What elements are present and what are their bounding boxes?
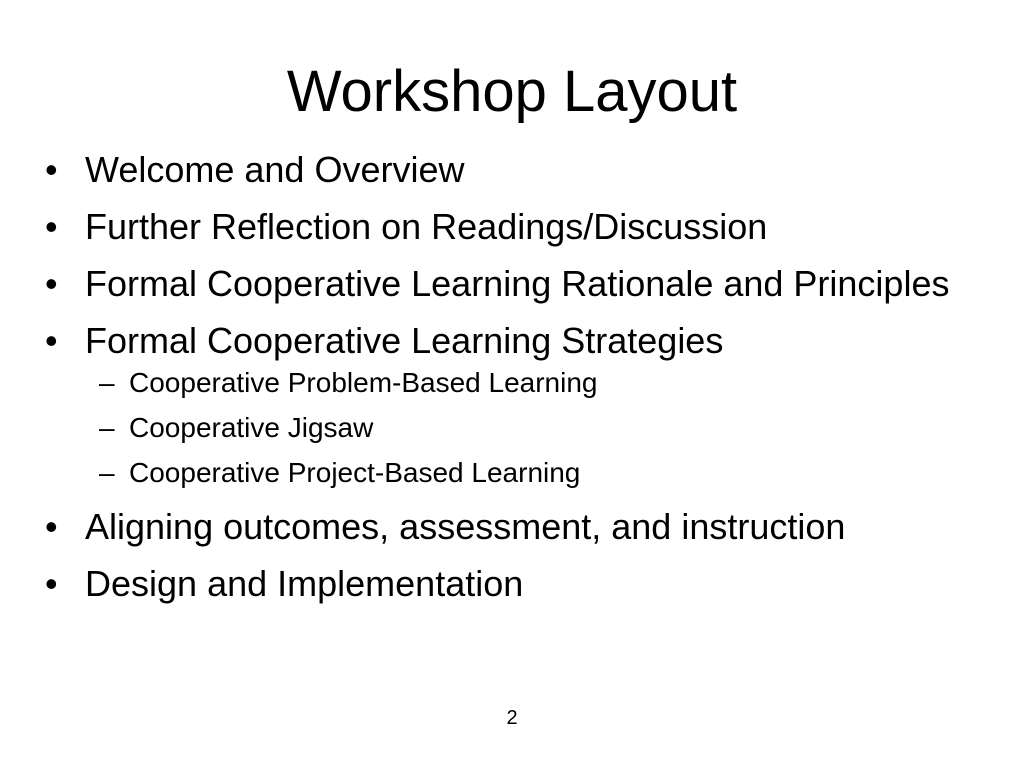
bullet-text: Formal Cooperative Learning Rationale and Principles: [85, 263, 950, 304]
sub-bullet-marker: –: [99, 457, 115, 488]
bullet-item: [45, 564, 985, 604]
bullet-marker: •: [45, 320, 58, 361]
bullet-marker: •: [45, 263, 58, 304]
bullet-text: Further Reflection on Readings/Discussion: [85, 206, 768, 247]
sub-bullet-text: Cooperative Problem-Based Learning: [129, 367, 598, 398]
bullet-text: Aligning outcomes, assessment, and instruction: [85, 506, 846, 547]
bullet-text: Welcome and Overview: [85, 149, 465, 190]
bullet-item: [45, 507, 985, 547]
bullet-item: [45, 321, 985, 490]
sub-bullet-text: Cooperative Jigsaw: [129, 412, 374, 443]
bullet-item: [45, 264, 985, 304]
sub-bullet-item: [85, 456, 985, 490]
bullet-marker: •: [45, 563, 58, 604]
bullet-text: Design and Implementation: [85, 563, 524, 604]
page-number: 2: [506, 707, 518, 729]
sub-bullet-item: [85, 411, 985, 445]
bullet-item: [45, 207, 985, 247]
sub-bullet-marker: –: [99, 412, 115, 443]
bullet-marker: •: [45, 206, 58, 247]
sub-bullet-text: Cooperative Project-Based Learning: [129, 457, 581, 488]
slide-title: Workshop Layout: [286, 59, 738, 124]
sub-bullet-item: [85, 366, 985, 400]
sub-bullet-marker: –: [99, 367, 115, 398]
bullet-item: [45, 150, 985, 190]
bullet-list: [45, 150, 985, 621]
sub-bullet-list: [85, 366, 985, 490]
bullet-marker: •: [45, 149, 58, 190]
bullet-text: Formal Cooperative Learning Strategies: [85, 320, 724, 361]
bullet-marker: •: [45, 506, 58, 547]
